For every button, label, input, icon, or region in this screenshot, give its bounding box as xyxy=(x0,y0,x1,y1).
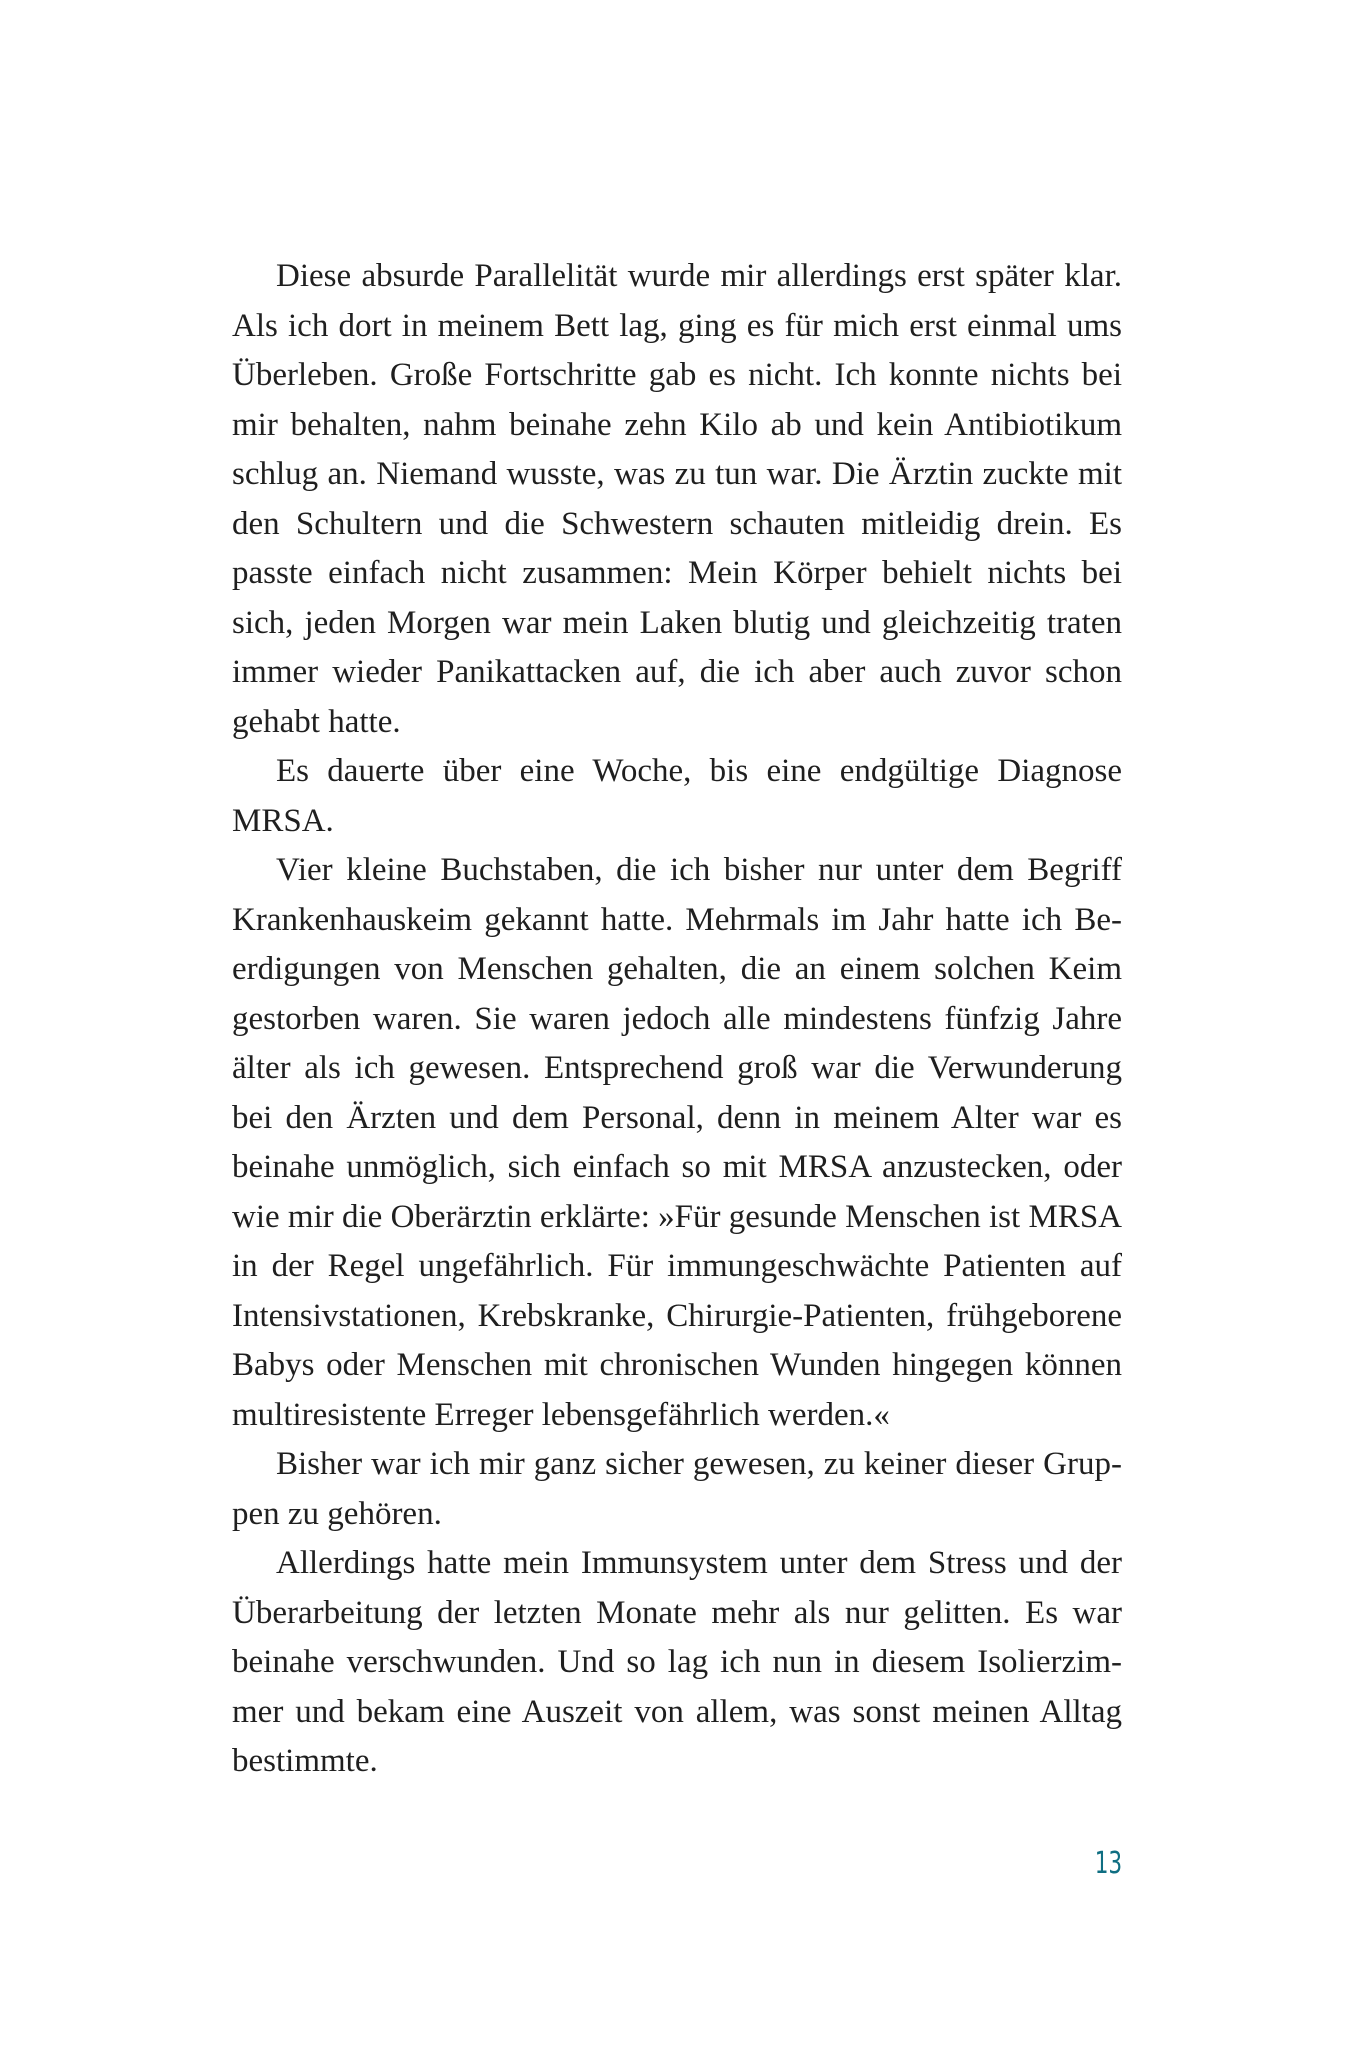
text-line: bestimmte. xyxy=(232,1743,378,1779)
text-line: in der Regel ungefährlich. Für immungeschwächte Patienten auf xyxy=(232,1248,1122,1284)
text-line: pen zu gehören. xyxy=(232,1495,442,1532)
text-line: Vier kleine Buchstaben, die ich bisher nur unter dem Begriff xyxy=(276,852,1122,888)
text-line: Bisher war ich mir ganz sicher gewesen, zu keiner dieser Grup- xyxy=(276,1446,1122,1482)
text-line: beinahe verschwunden. Und so lag ich nun in diesem Isolierzim- xyxy=(232,1644,1122,1680)
text-line: gehabt hatte. xyxy=(232,703,401,740)
text-line: beinahe unmöglich, sich einfach so mit MRSA anzustecken, oder xyxy=(232,1149,1122,1185)
text-line: Allerdings hatte mein Immunsystem unter dem Stress und der xyxy=(276,1545,1122,1581)
text-line: mir behalten, nahm beinahe zehn Kilo ab und kein Antibiotikum xyxy=(232,406,1122,443)
text-line: Als ich dort in meinem Bett lag, ging es für mich erst einmal ums xyxy=(232,307,1122,344)
text-line: immer wieder Panikattacken auf, die ich aber auch zuvor schon xyxy=(232,654,1122,690)
text-line: Überleben. Große Fortschritte gab es nicht. Ich konnte nichts bei xyxy=(232,357,1122,393)
page-number: 13 xyxy=(1094,1846,1122,1881)
text-line: mer und bekam eine Auszeit von allem, was sonst meinen Alltag xyxy=(232,1693,1122,1730)
text-line: den Schultern und die Schwestern schauten mitleidig drein. Es xyxy=(232,505,1122,542)
text-line: erdigungen von Menschen gehalten, die an einem solchen Keim xyxy=(232,951,1122,987)
text-line: gestorben waren. Sie waren jedoch alle mindestens fünfzig Jahre xyxy=(232,1000,1122,1037)
text-line: Überarbeitung der letzten Monate mehr als nur gelitten. Es war xyxy=(232,1594,1122,1631)
text-line: Krankenhauskeim gekannt hatte. Mehrmals im Jahr hatte ich Be- xyxy=(232,901,1122,938)
text-line: multiresistente Erreger lebensgefährlich werden.« xyxy=(232,1396,890,1433)
text-line: älter als ich gewesen. Entsprechend groß war die Verwunderung xyxy=(232,1050,1122,1086)
text-line: Diese absurde Parallelität wurde mir allerdings erst später klar. xyxy=(276,258,1122,294)
text-line: Es dauerte über eine Woche, bis eine endgültige Diagnose xyxy=(276,753,1122,789)
text-line: schlug an. Niemand wusste, was zu tun war. Die Ärztin zuckte mit xyxy=(232,456,1122,492)
text-line: Intensivstationen, Krebskranke, Chirurgie-Patienten, frühgeborene xyxy=(232,1297,1122,1334)
text-line: passte einfach nicht zusammen: Mein Körper behielt nichts bei xyxy=(232,555,1122,591)
text-line: bei den Ärzten und dem Personal, denn in meinem Alter war es xyxy=(232,1099,1122,1136)
text-line: sich, jeden Morgen war mein Laken blutig und gleichzeitig traten xyxy=(232,604,1122,641)
body-text xyxy=(232,252,1122,1787)
text-line: MRSA. xyxy=(232,802,334,839)
text-line: Babys oder Menschen mit chronischen Wunden hingegen können xyxy=(232,1347,1122,1383)
text-line: wie mir die Oberärztin erklärte: »Für gesunde Menschen ist MRSA xyxy=(232,1198,1122,1235)
